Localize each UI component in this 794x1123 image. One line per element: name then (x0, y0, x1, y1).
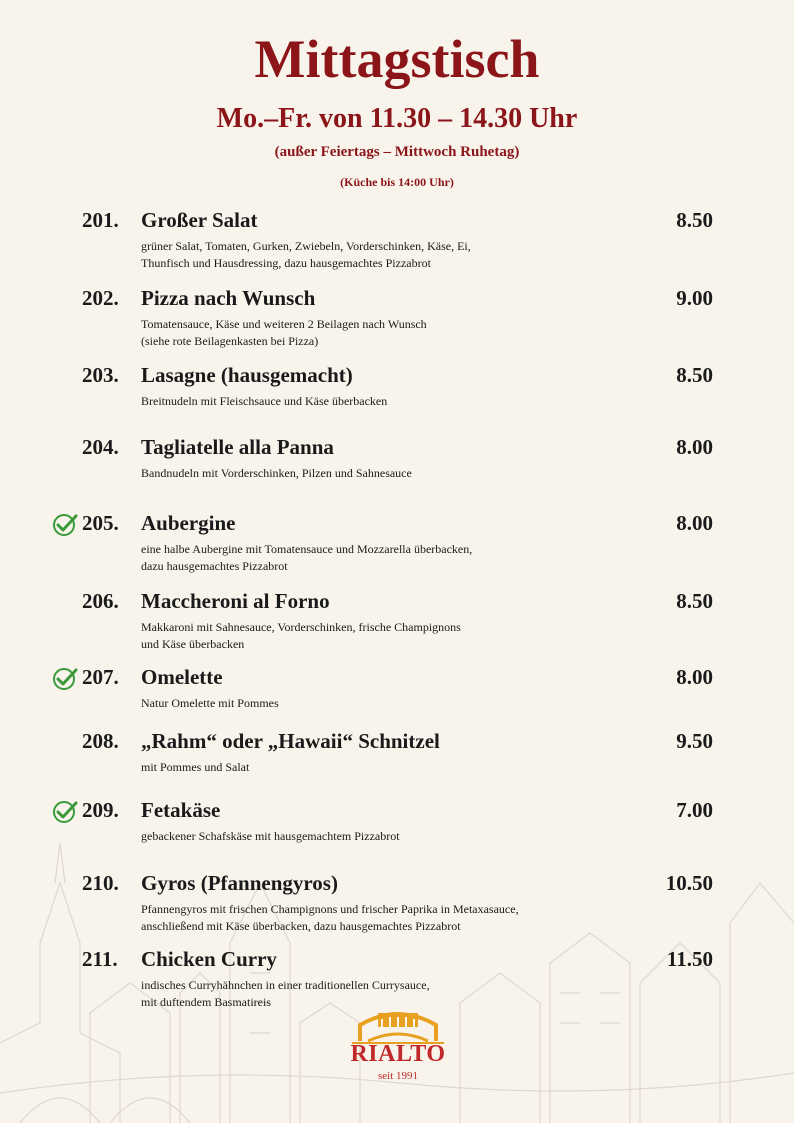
item-description (141, 316, 611, 350)
item-description-line2: und Käse überbacken (141, 637, 245, 651)
item-name: Tagliatelle alla Panna (141, 435, 334, 459)
item-description (141, 393, 611, 410)
item-number: 201. (82, 208, 119, 232)
item-price: 11.50 (666, 947, 713, 971)
item-description-line1: Bandnudeln mit Vorderschinken, Pilzen und Sahnesauce (141, 466, 412, 480)
item-name: Omelette (141, 665, 223, 689)
item-description-line2: Thunfisch und Hausdressing, dazu hausgemachtes Pizzabrot (141, 256, 431, 270)
item-description-line2: dazu hausgemachtes Pizzabrot (141, 559, 288, 573)
item-description (141, 828, 611, 845)
item-description-line1: Pfannengyros mit frischen Champignons und frischer Paprika in Metaxasauce, (141, 902, 519, 916)
item-price: 8.00 (676, 665, 713, 689)
item-description (141, 619, 611, 653)
item-price: 9.00 (676, 286, 713, 310)
item-name: Chicken Curry (141, 947, 277, 971)
holiday-note: (außer Feiertags – Mittwoch Ruhetag) (274, 144, 520, 160)
item-description-line2: mit duftendem Basmatireis (141, 995, 271, 1009)
item-price: 9.50 (676, 729, 713, 753)
item-description-line2: (siehe rote Beilagenkasten bei Pizza) (141, 334, 319, 348)
item-name: Aubergine (141, 511, 236, 535)
item-description-line1: Breitnudeln mit Fleischsauce und Käse überbacken (141, 394, 388, 408)
item-price: 10.50 (665, 871, 713, 895)
item-price: 8.50 (676, 363, 713, 387)
item-description-line1: Makkaroni mit Sahnesauce, Vorderschinken, frische Champignons (141, 620, 461, 634)
item-name: Großer Salat (141, 208, 258, 232)
item-name: Pizza nach Wunsch (141, 286, 316, 310)
item-price: 8.50 (676, 208, 713, 232)
item-number: 207. (82, 665, 119, 689)
kitchen-note: (Küche bis 14:00 Uhr) (340, 175, 454, 189)
opening-hours: Mo.–Fr. von 11.30 – 14.30 Uhr (216, 103, 578, 134)
item-description-line1: Tomatensauce, Käse und weiteren 2 Beilagen nach Wunsch (141, 317, 427, 331)
item-number: 205. (82, 511, 119, 535)
rialto-logo (338, 1005, 458, 1085)
item-number: 203. (82, 363, 119, 387)
logo-since: seit 1991 (377, 1070, 419, 1082)
item-number: 204. (82, 435, 119, 459)
item-name: Gyros (Pfannengyros) (141, 871, 338, 895)
checkmark-leaf-icon (52, 667, 78, 691)
item-description-line1: grüner Salat, Tomaten, Gurken, Zwiebeln, Vorderschinken, Käse, Ei, (141, 239, 471, 253)
item-number: 210. (82, 871, 119, 895)
item-name: Lasagne (hausgemacht) (141, 363, 353, 387)
item-price: 8.50 (676, 589, 713, 613)
item-price: 7.00 (676, 798, 713, 822)
item-description (141, 759, 611, 776)
checkmark-leaf-icon (52, 800, 78, 824)
logo-name: RIALTO (350, 1041, 446, 1067)
item-description-line1: mit Pommes und Salat (141, 760, 250, 774)
rialto-bridge-icon (338, 1005, 458, 1045)
item-description-line2: anschließend mit Käse überbacken, dazu hausgemachtes Pizzabrot (141, 919, 461, 933)
page-title: Mittagstisch (254, 29, 540, 89)
item-price: 8.00 (676, 511, 713, 535)
checkmark-leaf-icon (52, 513, 78, 537)
item-name: „Rahm“ oder „Hawaii“ Schnitzel (141, 729, 440, 753)
item-description (141, 541, 611, 575)
item-price: 8.00 (676, 435, 713, 459)
item-description (141, 695, 611, 712)
item-description-line1: gebackener Schafskäse mit hausgemachtem Pizzabrot (141, 829, 400, 843)
item-description (141, 465, 611, 482)
item-description (141, 238, 611, 272)
item-name: Fetakäse (141, 798, 221, 822)
item-name: Maccheroni al Forno (141, 589, 330, 613)
item-description (141, 901, 611, 935)
item-number: 202. (82, 286, 119, 310)
item-description-line1: Natur Omelette mit Pommes (141, 696, 279, 710)
item-number: 209. (82, 798, 119, 822)
item-description-line1: eine halbe Aubergine mit Tomatensauce und Mozzarella überbacken, (141, 542, 473, 556)
item-number: 206. (82, 589, 119, 613)
item-number: 208. (82, 729, 119, 753)
item-number: 211. (82, 947, 118, 971)
item-description-line1: indisches Curryhähnchen in einer traditionellen Currysauce, (141, 978, 430, 992)
